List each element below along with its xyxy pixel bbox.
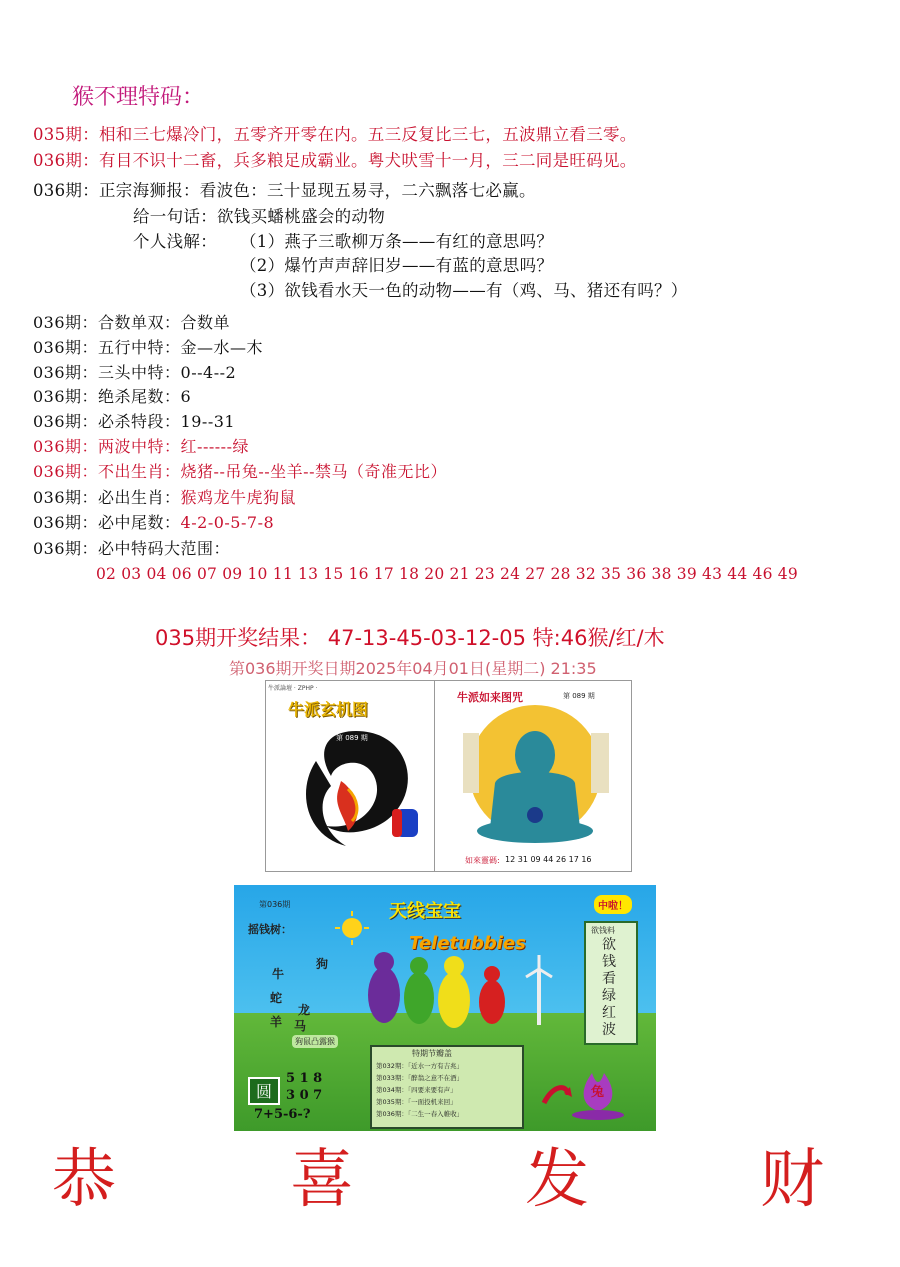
buddha-graphic [455, 703, 615, 853]
prediction-label: 036期：不出生肖： [33, 462, 181, 481]
prediction-row [33, 335, 263, 358]
prediction-value: 6 [180, 387, 192, 406]
analysis-3: （3）欲钱看水天一色的动物——有（鸡、马、猪还有吗？） [240, 281, 688, 300]
draw-date: 第036期开奖日期2025年04月01日(星期二) 21:35 [229, 659, 597, 678]
blessing-char-1: 恭 [52, 1143, 116, 1217]
history-item: 第033期：「醉翁之意不在酒」 [376, 1074, 464, 1082]
prediction-row [33, 310, 230, 333]
teletubbies-figures [354, 940, 524, 1050]
history-title: 特期节瓣盖 [412, 1049, 452, 1058]
history-item: 第032期：「近水一方有吉兆」 [376, 1062, 464, 1070]
prediction-value: 4-2-0-5-7-8 [180, 513, 275, 532]
scroll-char: 看 [602, 971, 616, 987]
prediction-row [33, 510, 274, 533]
prediction-row [33, 360, 236, 383]
panel-right-numbers: 12 31 09 44 26 17 16 [505, 855, 592, 864]
bottom-title: 天线宝宝 [389, 901, 461, 922]
panel-right-image [434, 680, 632, 872]
scroll [584, 921, 638, 1045]
panel-right-numbers-label: 如來靈碼: [465, 856, 500, 865]
prediction-label: 036期：三头中特： [33, 363, 181, 382]
grid-numbers: 3 0 7 [286, 1088, 323, 1103]
blessing-char-4: 财 [760, 1143, 824, 1217]
prediction-row [33, 384, 191, 407]
animal-label: 狗 [316, 957, 329, 971]
caption: 狗鼠凸露猴 [292, 1035, 338, 1048]
rabbit-char: 兔 [591, 1085, 605, 1100]
page-title: 猴不理特码： [72, 85, 205, 110]
analysis-2: （2）爆竹声声辞旧岁——有蓝的意思吗？ [240, 256, 554, 275]
analysis-label: 个人浅解： [133, 232, 217, 251]
prediction-row [33, 434, 249, 457]
windmill-icon [524, 955, 554, 1025]
prediction-label: 036期：两波中特： [33, 437, 181, 456]
grid-numbers: 5 1 8 [286, 1071, 323, 1086]
formula: 7+5-6-? [254, 1107, 311, 1122]
prediction-value: 19--31 [180, 412, 236, 431]
badge: 中啦！ [594, 895, 632, 914]
prediction-label: 036期：必杀特段： [33, 412, 181, 431]
border-text: 牛派論壇 · ZPHP · [268, 685, 318, 692]
prediction-value: 红------绿 [180, 437, 249, 456]
scroll-char: 欲 [602, 937, 616, 953]
animal-label: 蛇 [270, 991, 283, 1005]
animal-label: 马 [294, 1019, 307, 1033]
prediction-label: 036期：合数单双： [33, 313, 181, 332]
scroll-char: 钱 [602, 954, 616, 970]
prediction-value: 金—水—木 [180, 338, 264, 357]
blessing-char-3: 发 [525, 1143, 589, 1217]
prediction-label: 036期：绝杀尾数： [33, 387, 181, 406]
history-item: 第034期：「四要来要有声」 [376, 1086, 457, 1094]
panel-left-title: 牛派玄机图 [288, 700, 369, 719]
analysis-1: （1）燕子三歌柳万条——有红的意思吗？ [240, 232, 554, 251]
hint-line: 给一句话：欲钱买蟠桃盛会的动物 [133, 207, 385, 226]
prediction-value: 0--4--2 [180, 363, 237, 382]
scroll-char: 绿 [602, 988, 616, 1004]
prediction-label: 036期：五行中特： [33, 338, 181, 357]
number-range: 02 03 04 06 07 09 10 11 13 15 16 17 18 20 21 23 24 27 28 32 35 36 38 39 43 44 46 49 [96, 565, 798, 583]
panel-left-image [265, 680, 435, 872]
prediction-label: 036期：必中特码大范围： [33, 539, 231, 558]
panel-bottom-image [234, 885, 656, 1131]
animal-label: 羊 [270, 1015, 283, 1029]
prediction-value: 猴鸡龙牛虎狗鼠 [180, 488, 297, 507]
circle-char: 圆 [248, 1077, 280, 1105]
animal-label: 牛 [272, 967, 285, 981]
prediction-label: 036期：必出生肖： [33, 488, 181, 507]
prediction-row [33, 459, 447, 482]
panel-left-issue: 第 089 期 [336, 734, 368, 742]
lotus-icon [534, 1063, 644, 1127]
prediction-row [33, 536, 230, 559]
prediction-label: 036期：必中尾数： [33, 513, 181, 532]
prediction-row [33, 409, 235, 432]
intro-line-036-a: 036期：有目不识十二畜，兵多粮足成霸业。粤犬吠雪十一月，三二同是旺码见。 [33, 151, 637, 170]
history-item: 第036期：「二生一春入帷收」 [376, 1110, 464, 1118]
history-item: 第035期：「一面投机来回」 [376, 1098, 457, 1106]
teletubbies-logo: Teletubbies [409, 933, 526, 954]
draw-result: 035期开奖结果： 47-13-45-03-12-05 特:46猴/红/木 [155, 626, 665, 650]
prediction-value: 合数单 [180, 313, 231, 332]
intro-line-035: 035期：相和三七爆冷门，五零齐开零在内。五三反复比三七，五波鼎立看三零。 [33, 125, 637, 144]
scroll-text [602, 937, 620, 1039]
bottom-issue: 第036期 [259, 900, 291, 909]
blessing-char-2: 喜 [290, 1143, 354, 1217]
scroll-char: 波 [602, 1022, 616, 1038]
scroll-char: 红 [602, 1005, 616, 1021]
prediction-row [33, 485, 296, 508]
tree-label: 摇钱树： [248, 923, 292, 936]
panel-right-title: 牛派如来图咒 [457, 691, 523, 704]
scroll-head: 欲钱料 [591, 926, 615, 935]
history-box [370, 1045, 524, 1129]
panel-right-issue: 第 089 期 [563, 692, 595, 700]
animal-label: 龙 [298, 1003, 311, 1017]
prediction-value: 烧猪--吊兔--坐羊--禁马（奇准无比） [180, 462, 447, 481]
intro-line-036-b: 036期：正宗海狮报：看波色：三十显现五易寻，二六飘落七必赢。 [33, 181, 536, 200]
